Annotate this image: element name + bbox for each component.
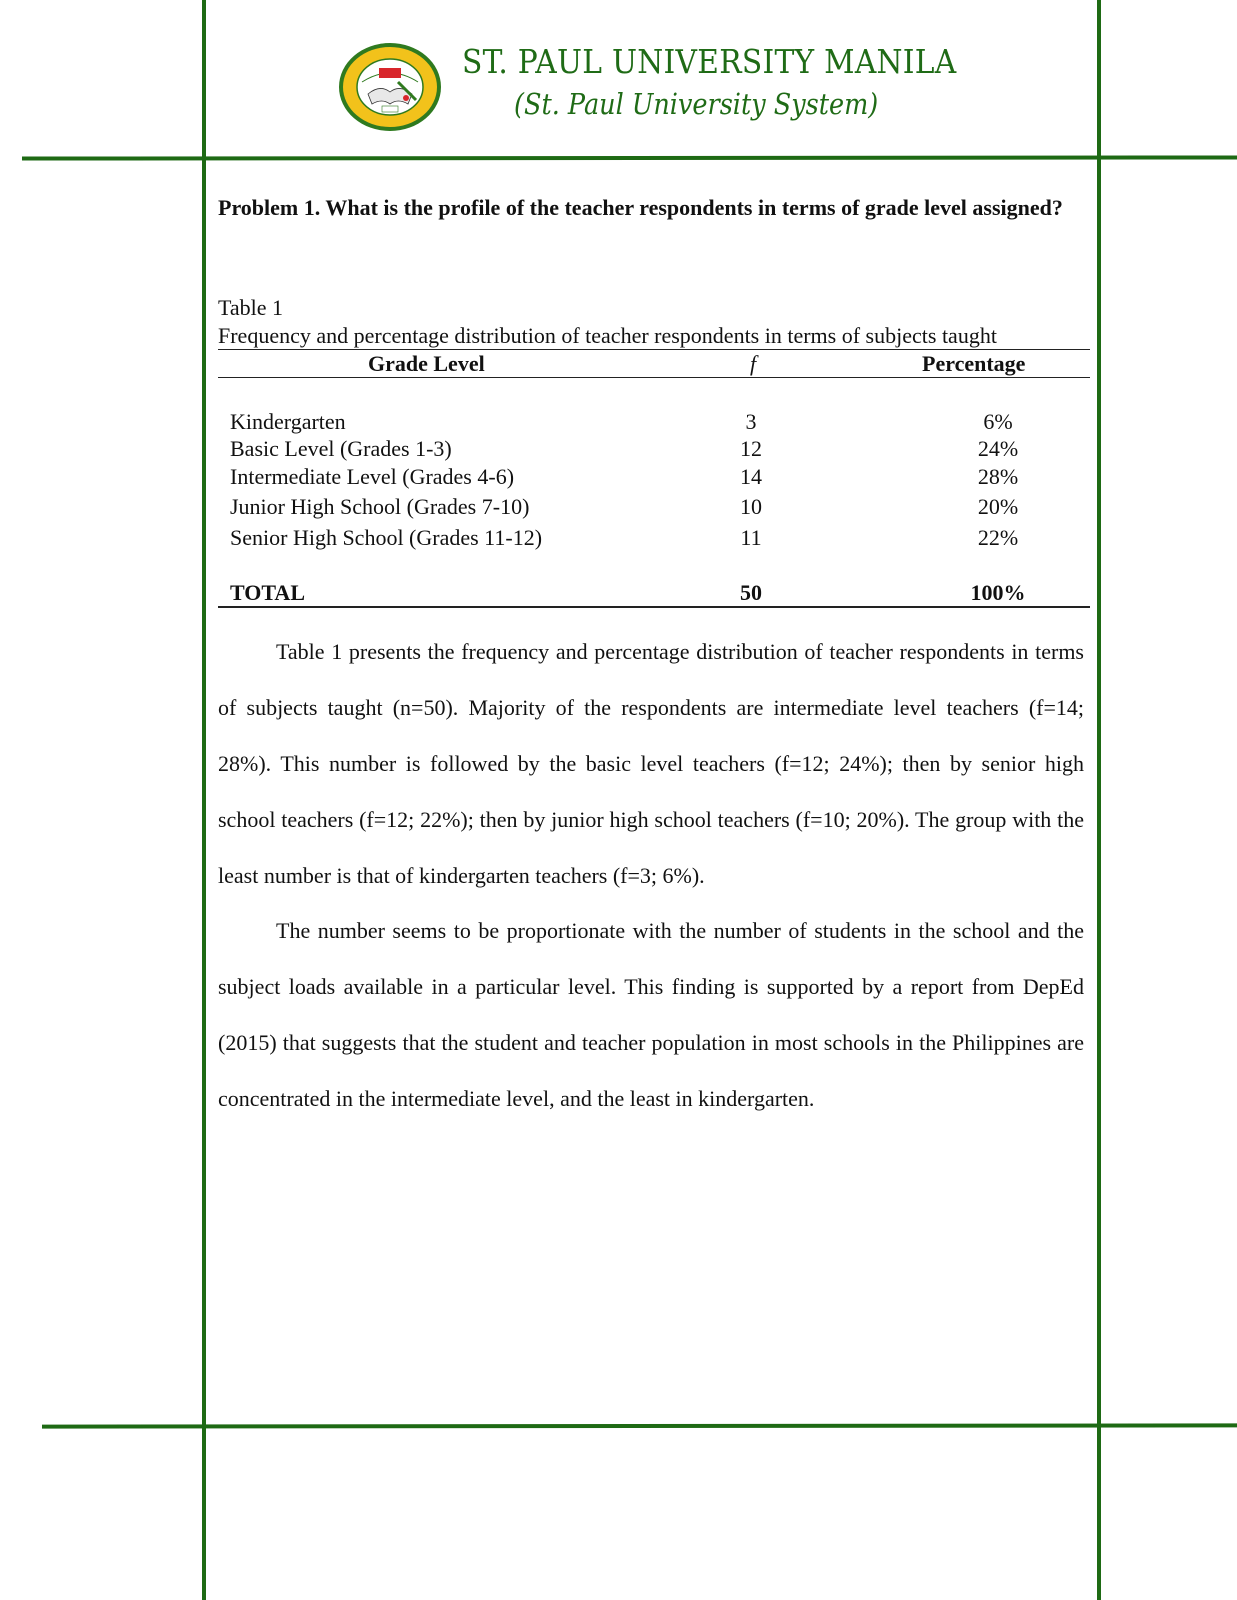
cell-percentage: 28% xyxy=(977,464,1019,489)
cell-frequency: 14 xyxy=(740,464,762,489)
cell-grade-level: Junior High School (Grades 7-10) xyxy=(230,494,530,519)
cell-grade-level: Kindergarten xyxy=(230,409,346,434)
body-paragraph-2: The number seems to be proportionate with the number of students in the school and the subject loads available in a particular level. This finding is supported by a report from DepEd (2015) that suggests that the student and teacher population in most schools in the Philippines are concentrated in the intermediate level, and the least in kindergarten. xyxy=(218,918,1084,1111)
cell-frequency: 11 xyxy=(740,525,762,550)
column-header-percentage: Percentage xyxy=(922,351,1026,376)
table-row xyxy=(218,524,1090,552)
frame-line-right xyxy=(1097,0,1101,1600)
table-rule-bottom xyxy=(218,606,1090,608)
cell-total-percentage: 100% xyxy=(970,580,1026,605)
table-caption: Frequency and percentage distribution of teacher respondents in terms of subjects taught xyxy=(218,323,997,348)
university-system: (St. Paul University System) xyxy=(514,87,879,121)
table-row xyxy=(218,493,1090,521)
cell-grade-level: Intermediate Level (Grades 4-6) xyxy=(230,464,515,489)
cell-frequency: 12 xyxy=(740,436,762,461)
frame-line-top xyxy=(22,155,1237,160)
cell-grade-level: Senior High School (Grades 11-12) xyxy=(230,525,543,550)
cell-percentage: 20% xyxy=(977,494,1019,519)
cell-percentage: 22% xyxy=(977,525,1019,550)
body-paragraph-1: Table 1 presents the frequency and percentage distribution of teacher respondents in terms of subjects taught (n=50). Majority of the respondents are intermediate level teachers (f=14; 28%). This number is followed by the basic level teachers (f=12; 24%); then by senior high school teachers (f=12; 22%); then by junior high school teachers (f=10; 20%). The group with the least number is that of kindergarten teachers (f=3; 6%). xyxy=(218,639,1084,888)
table-row-total xyxy=(218,579,1090,607)
table-rule-header xyxy=(218,377,1090,378)
column-header-frequency: f xyxy=(750,351,757,376)
column-header-grade-level: Grade Level xyxy=(368,351,485,376)
cell-frequency: 10 xyxy=(740,494,762,519)
problem-heading: Problem 1. What is the profile of the teacher respondents in terms of grade level assigned? xyxy=(218,195,1063,220)
university-name: ST. PAUL UNIVERSITY MANILA xyxy=(462,42,957,81)
table-row xyxy=(218,435,1090,463)
cell-total-frequency: 50 xyxy=(740,580,762,605)
frame-line-left xyxy=(202,0,206,1600)
cell-percentage: 6% xyxy=(983,409,1013,434)
table-row xyxy=(218,463,1090,491)
table-label: Table 1 xyxy=(218,295,284,320)
cell-grade-level: Basic Level (Grades 1-3) xyxy=(230,436,452,461)
cell-frequency: 3 xyxy=(745,409,757,434)
frame-line-bottom xyxy=(42,1423,1237,1428)
cell-total-label: TOTAL xyxy=(230,580,305,605)
table-row xyxy=(218,408,1090,436)
cell-percentage: 24% xyxy=(977,436,1019,461)
university-seal-icon xyxy=(338,42,442,132)
